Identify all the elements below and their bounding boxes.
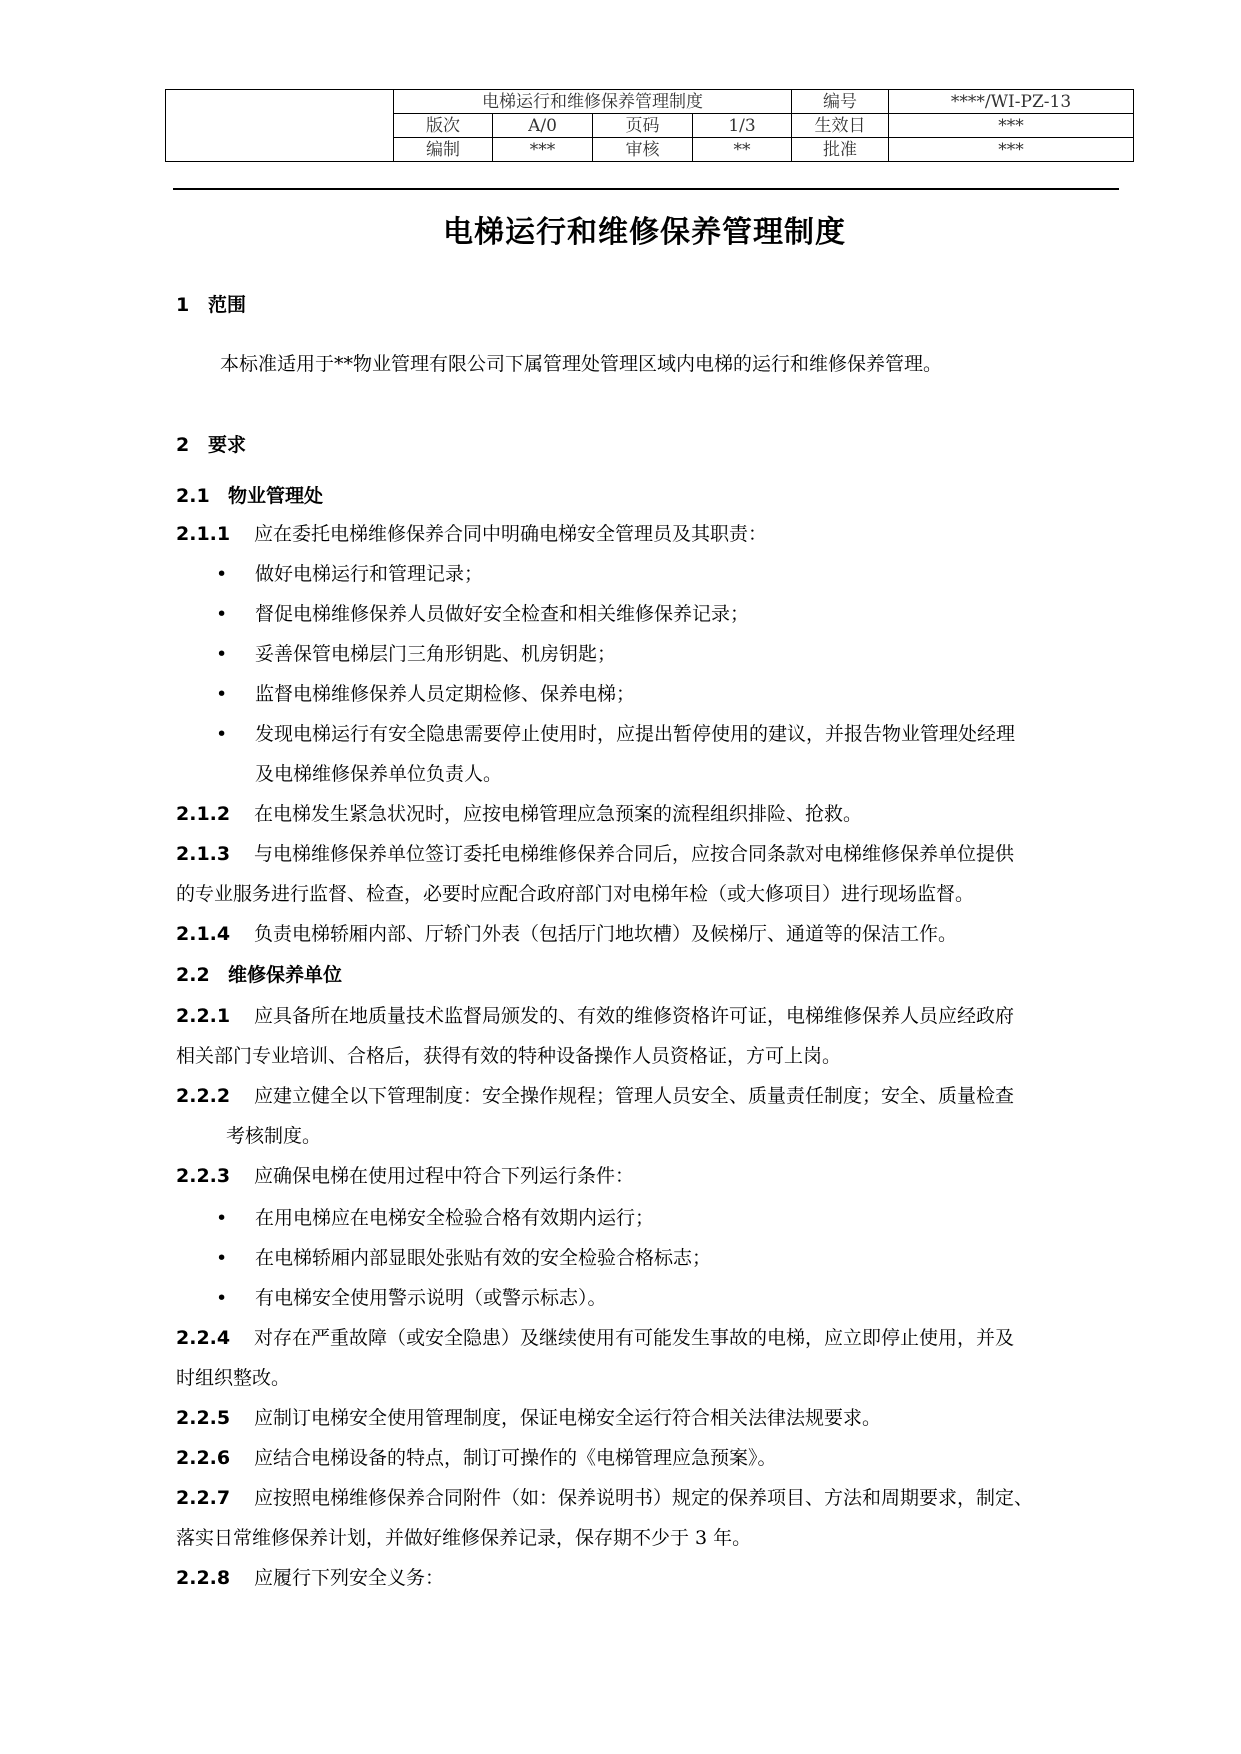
clause-text: 对存在严重故障（或安全隐患）及继续使用有可能发生事故的电梯，应立即停止使用，并及 <box>254 1327 1015 1349</box>
clause-2-2-1 <box>176 1003 1014 1029</box>
clause-text: 应制订电梯安全使用管理制度，保证电梯安全运行符合相关法律法规要求。 <box>254 1407 882 1429</box>
clause-number: 2.1.1 <box>176 523 231 545</box>
clause-continuation: 考核制度。 <box>226 1125 322 1147</box>
clause-number: 2.2.4 <box>176 1327 231 1349</box>
clause-text: 负责电梯轿厢内部、厅轿门外表（包括厅门地坎槽）及候梯厅、通道等的保洁工作。 <box>254 923 958 945</box>
clause-number: 2.1.3 <box>176 843 231 865</box>
clause-2-2-6 <box>176 1445 777 1471</box>
clause-number: 2.1.2 <box>176 803 231 825</box>
section-number: 2.2 <box>176 964 210 986</box>
section-title: 维修保养单位 <box>228 964 343 986</box>
header-effective-label: 生效日 <box>792 114 889 138</box>
section-number: 2.1 <box>176 485 210 507</box>
section-1-text: 本标准适用于**物业管理有限公司下属管理处管理区域内电梯的运行和维修保养管理。 <box>220 353 943 375</box>
clause-2-2-3 <box>176 1163 634 1189</box>
header-version-label: 版次 <box>394 114 493 138</box>
section-number: 1 <box>176 294 190 316</box>
document-header-table <box>165 89 1134 162</box>
header-approve-value: *** <box>889 138 1134 162</box>
bullet-icon: • <box>216 723 228 745</box>
header-review-label: 审核 <box>593 138 693 162</box>
clause-number: 2.2.7 <box>176 1487 231 1509</box>
header-logo-cell <box>166 90 394 162</box>
clause-number: 2.2.5 <box>176 1407 231 1429</box>
section-2-heading <box>176 430 246 457</box>
clause-text: 与电梯维修保养单位签订委托电梯维修保养合同后，应按合同条款对电梯维修保养单位提供 <box>254 843 1015 865</box>
section-title: 要求 <box>208 434 247 456</box>
bullet-icon: • <box>216 563 228 585</box>
clause-text: 应在委托电梯维修保养合同中明确电梯安全管理员及其职责： <box>254 523 768 545</box>
bullet-icon: • <box>216 643 228 665</box>
header-approve-label: 批准 <box>792 138 889 162</box>
bullet-icon: • <box>216 683 228 705</box>
clause-continuation: 相关部门专业培训、合格后，获得有效的特种设备操作人员资格证，方可上岗。 <box>176 1045 842 1067</box>
clause-2-2-4 <box>176 1325 1014 1351</box>
clause-number: 2.2.3 <box>176 1165 231 1187</box>
clause-number: 2.2.1 <box>176 1005 231 1027</box>
section-2-1-heading <box>176 483 323 509</box>
header-number-label: 编号 <box>792 90 889 114</box>
clause-number: 2.2.8 <box>176 1567 231 1589</box>
header-review-value: ** <box>693 138 792 162</box>
clause-2-2-8 <box>176 1565 444 1591</box>
header-divider <box>173 188 1119 190</box>
section-number: 2 <box>176 434 190 456</box>
clause-text: 应结合电梯设备的特点，制订可操作的《电梯管理应急预案》。 <box>254 1447 777 1469</box>
clause-continuation: 落实日常维修保养计划，并做好维修保养记录，保存期不少于 3 年。 <box>176 1527 752 1549</box>
bullet-icon: • <box>216 1287 228 1309</box>
bullet-icon: • <box>216 1247 228 1269</box>
header-number-value: ****/WI-PZ-13 <box>889 90 1134 114</box>
bullet-icon: • <box>216 1207 228 1229</box>
clause-text: 应建立健全以下管理制度：安全操作规程；管理人员安全、质量责任制度；安全、质量检查 <box>254 1085 1015 1107</box>
header-effective-value: *** <box>889 114 1134 138</box>
clause-2-2-2 <box>176 1083 1014 1109</box>
clause-2-1-1 <box>176 521 767 547</box>
header-page-value: 1/3 <box>693 114 792 138</box>
clause-number: 2.2.2 <box>176 1085 231 1107</box>
header-doc-title: 电梯运行和维修保养管理制度 <box>394 90 792 114</box>
clause-continuation: 的专业服务进行监督、检查，必要时应配合政府部门对电梯年检（或大修项目）进行现场监督。 <box>176 883 975 905</box>
clause-2-1-3 <box>176 841 1014 867</box>
clause-text: 应履行下列安全义务： <box>254 1567 445 1589</box>
clause-number: 2.1.4 <box>176 923 231 945</box>
header-page-label: 页码 <box>593 114 693 138</box>
header-version-value: A/0 <box>493 114 593 138</box>
page-title: 电梯运行和维修保养管理制度 <box>443 215 846 250</box>
clause-text: 应按照电梯维修保养合同附件（如：保养说明书）规定的保养项目、方法和周期要求，制定、 <box>254 1487 1034 1509</box>
clause-text: 应具备所在地质量技术监督局颁发的、有效的维修资格许可证，电梯维修保养人员应经政府 <box>254 1005 1015 1027</box>
clause-2-2-5 <box>176 1405 881 1431</box>
header-author-label: 编制 <box>394 138 493 162</box>
clause-text: 在电梯发生紧急状况时，应按电梯管理应急预案的流程组织排险、抢救。 <box>254 803 863 825</box>
list-item-continuation: 及电梯维修保养单位负责人。 <box>255 763 503 785</box>
document-page: 电梯运行和维修保养管理制度 编号 ****/WI-PZ-13 版次 A/0 页码 1/3 生效日 *** 编制 *** 审核 ** 批准 *** 电梯运行和维修保养管理制度 1 范围 本标准适用于**物业管理有限公司下属管理处管理区域内电梯的运行和维修保养管理。 2 要求 2.1 物业管理处 2.1.1 应在委托电梯维修保养合同中明确电梯安全管理员及其职责： • 做好电梯运行和管理记录； • 督促电梯维修保养人员做好安全检查和相关维修保养记录； • 妥善保管电梯层门三角形钥匙、机房钥匙； • 监督电梯维修保养人员定期检修、保养电梯； • 发现电梯运行有安全隐患需要停止使用时，应提出暂停使用的建议，并报告物业管理处经理 及电梯维修保养单位负责人。 2.1.2 在电梯发生紧急状况时，应按电梯管理应急预案的流程组织排险、抢救。 2.1.3 与电梯维修保养单位签订委托电梯维修保养合同后，应按合同条款对电梯维修保养单位提供 的专业服务进行监督、检查，必要时应配合政府部门对电梯年检（或大修项目）进行现场监督。 2.1.4 负责电梯轿厢内部、厅轿门外表（包括厅门地坎槽）及候梯厅、通道等的保洁工作。 2.2 维修保养单位 2.2.1 应具备所在地质量技术监督局颁发的、有效的维修资格许可证，电梯维修保养人员应经政府 相关部门专业培训、合格后，获得有效的特种设备操作人员资格证，方可上岗。 2.2.2 应建立健全以下管理制度：安全操作规程；管理人员安全、质量责任制度；安全、质量检查 考核制度。 2.2.3 应确保电梯在使用过程中符合下列运行条件： • 在用电梯应在电梯安全检验合格有效期内运行； • 在电梯轿厢内部显眼处张贴有效的安全检验合格标志； • 有电梯安全使用警示说明（或警示标志）。 2.2.4 对存在严重故障（或安全隐患）及继续使用有可能发生事故的电梯，应立即停止使用，并及 时组织整改。 2.2.5 应制订电梯安全使用管理制度，保证电梯安全运行符合相关法律法规要求。 2.2.6 应结合电梯设备的特点，制订可操作的《电梯管理应急预案》。 2.2.7 应按照电梯维修保养合同附件（如：保养说明书）规定的保养项目、方法和周期要求，制定、 落实日常维修保养计划，并做好维修保养记录，保存期不少于 3 年。 2.2.8 应履行下列安全义务： <box>0 0 1241 1754</box>
clause-2-1-2 <box>176 801 862 827</box>
section-2-2-heading <box>176 962 342 988</box>
clause-number: 2.2.6 <box>176 1447 231 1469</box>
section-title: 范围 <box>208 294 247 316</box>
header-author-value: *** <box>493 138 593 162</box>
clause-2-1-4 <box>176 921 957 947</box>
bullet-icon: • <box>216 603 228 625</box>
clause-continuation: 时组织整改。 <box>176 1367 291 1389</box>
section-title: 物业管理处 <box>228 485 324 507</box>
clause-2-2-7 <box>176 1485 1033 1511</box>
clause-text: 应确保电梯在使用过程中符合下列运行条件： <box>254 1165 635 1187</box>
section-1-heading <box>176 290 246 317</box>
